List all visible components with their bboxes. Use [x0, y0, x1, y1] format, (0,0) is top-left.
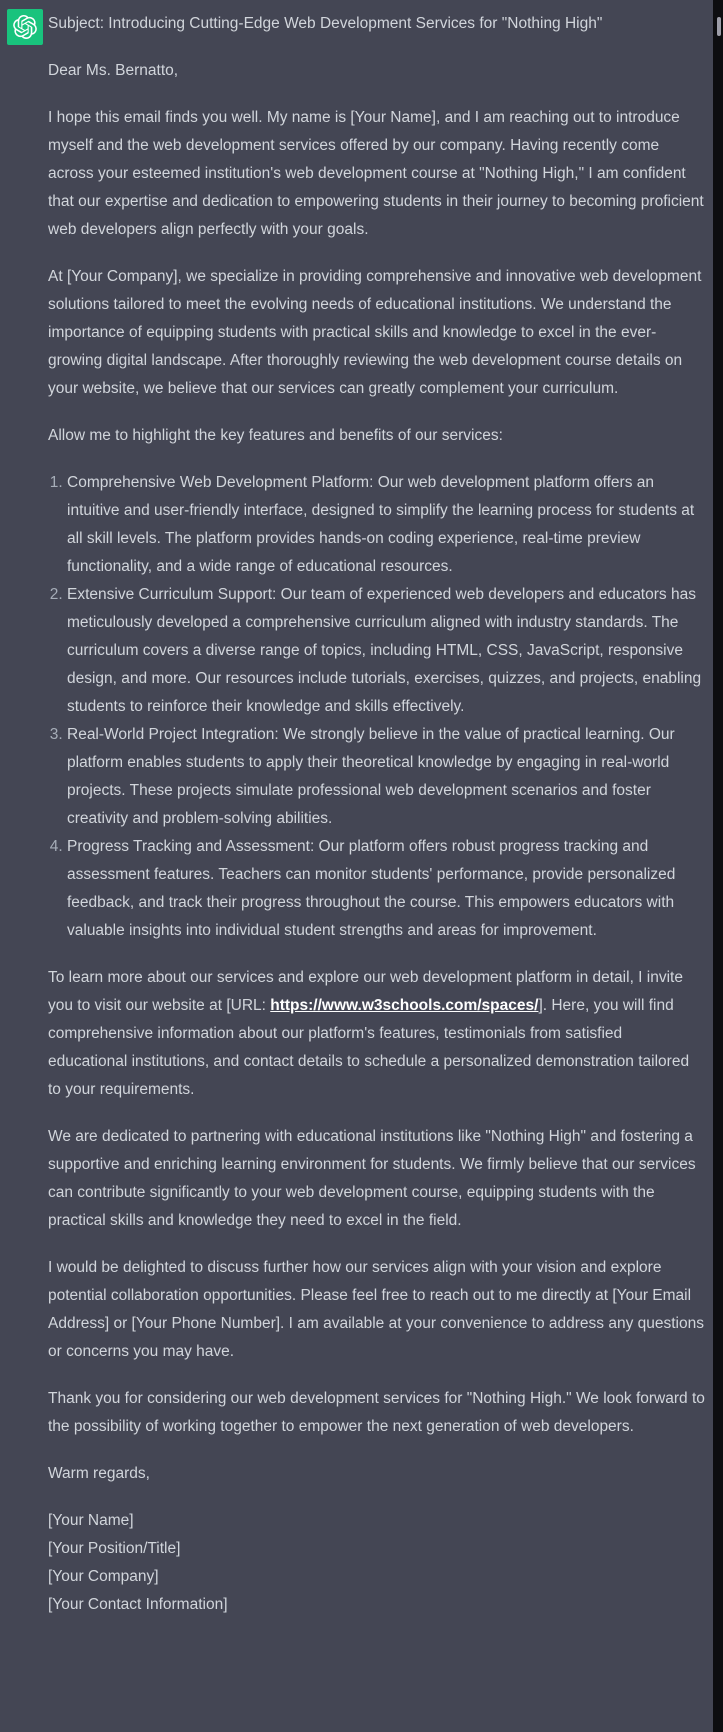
paragraph-intro-2: At [Your Company], we specialize in providing comprehensive and innovative web development solutions tailored to meet the evolving needs of educational institutions. We understand the importance of equipping students with practical skills and knowledge to excel in the ever-growing digital landscape. After thoroughly reviewing the web development course details on your website, we believe that our services can greatly complement your curriculum.	[48, 268, 702, 397]
signature-contact: [Your Contact Information]	[48, 1596, 228, 1613]
feature-item-4: 4. Progress Tracking and Assessment: Our platform offers robust progress tracking and assessment features. Teachers can monitor students' performance, provide personalized feedback, and track their progress throughout the course. This empowers educators with valuable insights into individual student strengths and areas for improvement.	[67, 833, 705, 945]
feature-item-2: 2. Extensive Curriculum Support: Our team of experienced web developers and educators has meticulously developed a comprehensive curriculum aligned with industry standards. The curriculum covers a diverse range of topics, including HTML, CSS, JavaScript, responsive design, and more. Our resources include tutorials, exercises, quizzes, and projects, enabling students to reinforce their knowledge and skills effectively.	[67, 581, 705, 721]
signature-company: [Your Company]	[48, 1568, 159, 1585]
features-list	[48, 469, 705, 945]
paragraph-thanks: Thank you for considering our web development services for "Nothing High." We look forward to the possibility of working together to empower the next generation of web developers.	[48, 1390, 705, 1435]
chatgpt-avatar	[7, 9, 43, 45]
link-paragraph	[48, 964, 705, 1104]
signature-name: [Your Name]	[48, 1512, 134, 1529]
subject-line: Subject: Introducing Cutting-Edge Web Development Services for "Nothing High"	[48, 15, 603, 32]
paragraph-partnering: We are dedicated to partnering with educational institutions like "Nothing High" and fostering a supportive and enriching learning environment for students. We firmly believe that our services can contribute significantly to your web development course, equipping students with the practical skills and knowledge they need to excel in the field.	[48, 1128, 696, 1229]
feature-item-1: 1. Comprehensive Web Development Platform: Our web development platform offers an intuitive and user-friendly interface, designed to simplify the learning process for students at all skill levels. The platform provides hands-on coding experience, real-time preview functionality, and a wide range of educational resources.	[67, 469, 705, 581]
signature-position: [Your Position/Title]	[48, 1540, 181, 1557]
list-intro: Allow me to highlight the key features and benefits of our services:	[48, 427, 503, 444]
paragraph-intro-1: I hope this email finds you well. My name is [Your Name], and I am reaching out to introduce myself and the web development services offered by our company. Having recently come across your esteemed institution's web development course at "Nothing High," I am confident that our expertise and dedication to empowering students in their journey to becoming proficient web developers align perfectly with your goals.	[48, 109, 704, 238]
scrollbar-track[interactable]	[713, 0, 723, 1732]
link-paragraph-after: ]. Here, you will find comprehensive information about our platform's features, testimonials from satisfied educational institutions, and contact details to schedule a personalized demonstration tailored to your requirements.	[48, 997, 690, 1098]
feature-item-3: 3. Real-World Project Integration: We strongly believe in the value of practical learning. Our platform enables students to apply their theoretical knowledge by engaging in real-world projects. These projects simulate professional web development scenarios and foster creativity and problem-solving abilities.	[67, 721, 705, 833]
email-content	[48, 10, 705, 1619]
openai-logo-icon	[13, 15, 37, 39]
greeting: Dear Ms. Bernatto,	[48, 62, 179, 79]
closing: Warm regards,	[48, 1465, 150, 1482]
w3schools-link[interactable]: https://www.w3schools.com/spaces/	[270, 997, 539, 1014]
signature-block	[48, 1507, 705, 1619]
link-paragraph-before: To learn more about our services and explore our web development platform in detail, I invite you to visit our website at [URL:	[48, 969, 683, 1014]
paragraph-collaboration: I would be delighted to discuss further how our services align with your vision and explore potential collaboration opportunities. Please feel free to reach out to me directly at [Your Email Address] or [Your Phone Number]. I am available at your convenience to address any questions or concerns you may have.	[48, 1259, 704, 1360]
scrollbar-thumb[interactable]	[717, 17, 721, 36]
